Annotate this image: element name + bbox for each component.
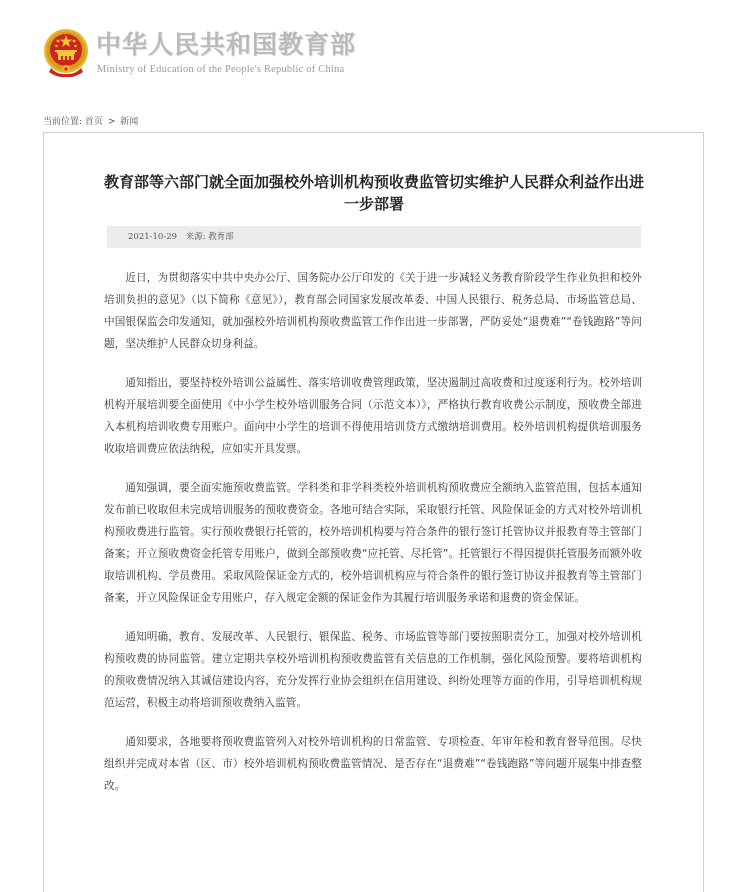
article-meta-bar xyxy=(107,226,641,248)
breadcrumb-home-link[interactable]: 首页 xyxy=(84,117,103,127)
article-paragraph: 近日，为贯彻落实中共中央办公厅、国务院办公厅印发的《关于进一步减轻义务教育阶段学生作业负担和校外培训负担的意见》（以下简称《意见》），教育部会同国家发展改革委、中国人民银行、税务总局、市场监管总局、中国银保监会印发通知，就加强校外培训机构预收费监管工作作出进一步部署，严防妥处“退费难”“卷钱跑路”等问题，坚决维护人民群众切身利益。 xyxy=(104,272,642,350)
article-body xyxy=(104,267,642,814)
breadcrumb-separator: > xyxy=(107,117,116,127)
breadcrumb-news-link[interactable]: 新闻 xyxy=(120,117,139,127)
article-source: 教育部 xyxy=(208,232,234,242)
site-subtitle: Ministry of Education of the People's Republic of China xyxy=(97,64,345,75)
article-paragraph: 通知要求，各地要将预收费监管列入对校外培训机构的日常监管、专项检查、年审年检和教育督导范围。尽快组织并完成对本省（区、市）校外培训机构预收费监管情况、是否存在“退费难”“卷钱跑路”等问题开展集中排查整改。 xyxy=(104,736,642,792)
national-emblem-icon[interactable] xyxy=(43,28,89,78)
article-paragraph: 通知明确，教育、发展改革、人民银行、银保监、税务、市场监管等部门要按照职责分工，加强对校外培训机构预收费的协同监管。建立定期共享校外培训机构预收费监管有关信息的工作机制，强化风险预警。要将培训机构的预收费情况纳入其诚信建设内容，充分发挥行业协会组织在信用建设、纠纷处理等方面的作用，引导培训机构规范运营，积极主动将培训预收费纳入监管。 xyxy=(104,631,642,709)
article-paragraph: 通知指出，要坚持校外培训公益属性、落实培训收费管理政策，坚决遏制过高收费和过度逐利行为。校外培训机构开展培训要全面使用《中小学生校外培训服务合同（示范文本）》，严格执行教育收费公示制度，预收费全部进入本机构培训收费专用账户。面向中小学生的培训不得使用培训贷方式缴纳培训费用。校外培训机构提供培训服务收取培训费应依法纳税，应如实开具发票。 xyxy=(104,377,642,455)
breadcrumb-label: 当前位置: xyxy=(43,117,83,127)
breadcrumb xyxy=(43,116,138,128)
site-title[interactable]: 中华人民共和国教育部 xyxy=(96,30,357,59)
article-paragraph: 通知强调，要全面实施预收费监管。学科类和非学科类校外培训机构预收费应全额纳入监管范围，包括本通知发布前已收取但未完成培训服务的预收费资金。各地可结合实际，采取银行托管、风险保证金的方式对校外培训机构预收费进行监管。实行预收费银行托管的，校外培训机构要与符合条件的银行签订托管协议并报教育等主管部门备案；开立预收费资金托管专用账户，做到全部预收费“应托管、尽托管”。托管银行不得因提供托管服务而额外收取培训机构、学员费用。采取风险保证金方式的，校外培训机构应与符合条件的银行签订协议并报教育等主管部门备案，开立风险保证金专用账户，存入规定金额的保证金作为其履行培训服务承诺和退费的资金保证。 xyxy=(104,482,642,604)
article-title: 教育部等六部门就全面加强校外培训机构预收费监管切实维护人民群众利益作出进一步部署 xyxy=(104,173,645,213)
article-panel xyxy=(43,132,704,892)
site-header xyxy=(0,0,749,110)
article-source-label: 来源: xyxy=(185,232,206,242)
article-date: 2021-10-29 xyxy=(128,232,178,242)
